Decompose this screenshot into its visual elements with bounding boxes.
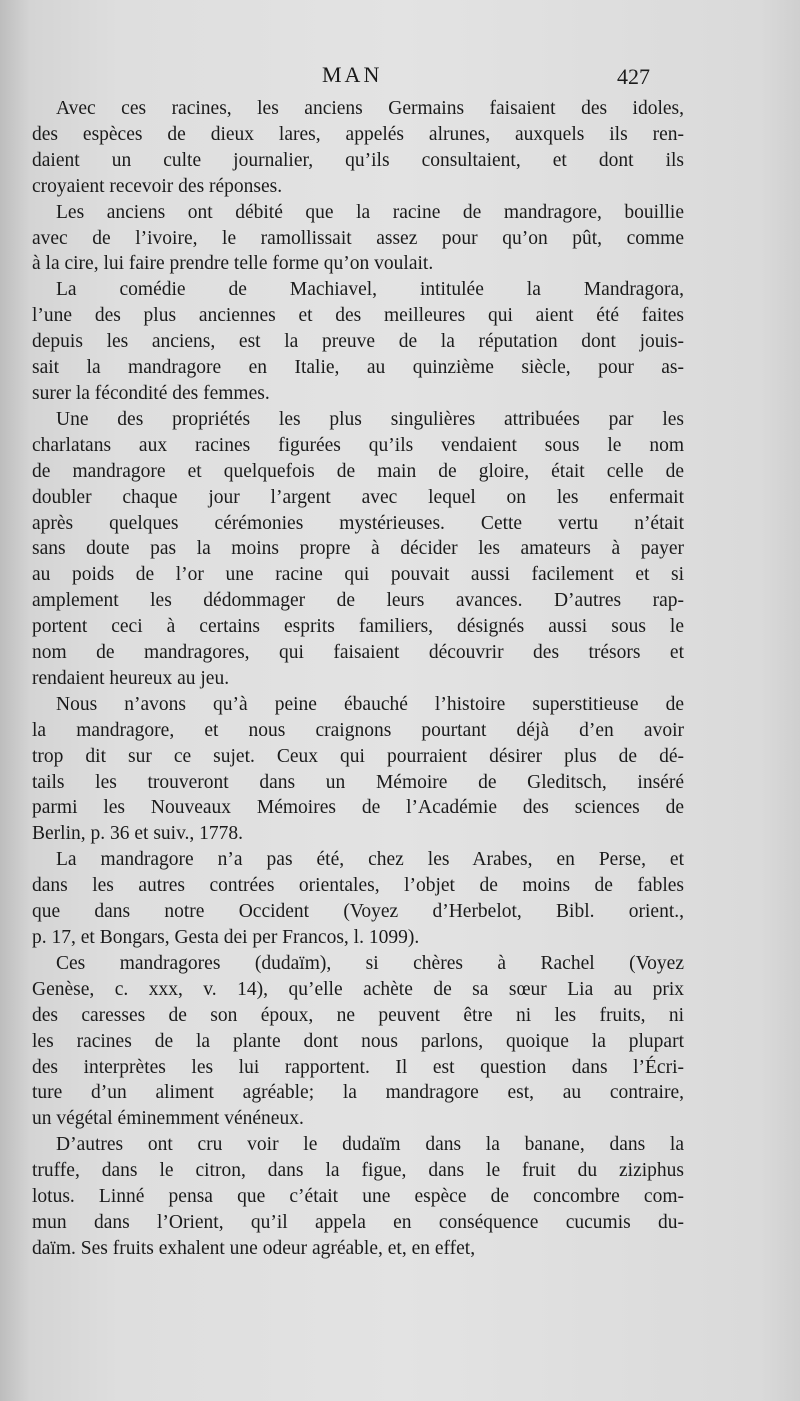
paragraph xyxy=(32,1132,684,1262)
text-line: parmi les Nouveaux Mémoires de l’Académie des sciences de xyxy=(32,797,684,819)
text-line: avec de l’ivoire, le ramollissait assez pour qu’on pût, comme xyxy=(32,227,684,249)
text-line: des espèces de dieux lares, appelés alrunes, auxquels ils ren- xyxy=(32,123,684,145)
text-line: dans les autres contrées orientales, l’objet de moins de fables xyxy=(32,875,684,897)
text-line: les racines de la plante dont nous parlons, quoique la plupart xyxy=(32,1030,684,1052)
page-number: 427 xyxy=(617,64,650,89)
text-line: amplement les dédommager de leurs avances. D’autres rap- xyxy=(32,590,684,612)
text-line: lotus. Linné pensa que c’était une espèce de concombre com- xyxy=(32,1186,684,1208)
paragraph xyxy=(32,692,684,847)
text-line: La mandragore n’a pas été, chez les Arabes, en Perse, et xyxy=(56,849,684,871)
text-line: Ces mandragores (dudaïm), si chères à Rachel (Voyez xyxy=(56,952,684,974)
paragraph xyxy=(32,277,684,407)
text-line: Les anciens ont débité que la racine de mandragore, bouillie xyxy=(56,201,684,223)
text-line: tails les trouveront dans un Mémoire de Gleditsch, inséré xyxy=(32,771,684,793)
text-line: Berlin, p. 36 et suiv., 1778. xyxy=(32,823,244,845)
body-text xyxy=(32,96,684,1262)
text-line: que dans notre Occident (Voyez d’Herbelot, Bibl. orient., xyxy=(32,901,684,923)
page-header xyxy=(0,62,800,92)
text-line: Nous n’avons qu’à peine ébauché l’histoire superstitieuse de xyxy=(56,693,684,715)
paragraph xyxy=(32,200,684,278)
text-line: sans doute pas la moins propre à décider les amateurs à payer xyxy=(32,538,684,560)
text-line: Genèse, c. xxx, v. 14), qu’elle achète de sa sœur Lia au prix xyxy=(32,978,684,1000)
text-line: la mandragore, et nous craignons pourtant déjà d’en avoir xyxy=(32,719,684,741)
text-line: ture d’un aliment agréable; la mandragore est, au contraire, xyxy=(32,1082,684,1104)
text-line: à la cire, lui faire prendre telle forme qu’on voulait. xyxy=(32,253,434,275)
text-line: Avec ces racines, les anciens Germains faisaient des idoles, xyxy=(56,98,684,119)
text-line: sait la mandragore en Italie, au quinzième siècle, pour as- xyxy=(32,357,684,379)
text-line: D’autres ont cru voir le dudaïm dans la banane, dans la xyxy=(56,1134,684,1156)
text-line: Une des propriétés les plus singulières attribuées par les xyxy=(56,408,684,430)
text-line: depuis les anciens, est la preuve de la réputation dont jouis- xyxy=(32,331,684,353)
paragraph xyxy=(32,407,684,692)
text-line: l’une des plus anciennes et des meilleures qui aient été faites xyxy=(32,305,684,327)
text-line: de mandragore et quelquefois de main de gloire, était celle de xyxy=(32,460,684,482)
text-line: au poids de l’or une racine qui pouvait aussi facilement et si xyxy=(32,564,684,586)
text-line: trop dit sur ce sujet. Ceux qui pourraient désirer plus de dé- xyxy=(32,745,684,767)
text-line: rendaient heureux au jeu. xyxy=(32,667,230,689)
text-line: La comédie de Machiavel, intitulée la Mandragora, xyxy=(56,279,684,301)
text-line: truffe, dans le citron, dans la figue, dans le fruit du ziziphus xyxy=(32,1160,684,1182)
text-line: surer la fécondité des femmes. xyxy=(32,382,270,404)
text-line: charlatans aux racines figurées qu’ils vendaient sous le nom xyxy=(32,434,684,456)
text-line: après quelques cérémonies mystérieuses. Cette vertu n’était xyxy=(32,512,684,534)
text-line: mun dans l’Orient, qu’il appela en conséquence cucumis du- xyxy=(32,1211,684,1233)
text-line: daïm. Ses fruits exhalent une odeur agréable, et, en effet, xyxy=(32,1237,476,1259)
running-title: MAN xyxy=(322,62,383,87)
paragraph xyxy=(32,847,684,951)
text-line: p. 17, et Bongars, Gesta dei per Francos, l. 1099). xyxy=(32,927,420,948)
text-line: doubler chaque jour l’argent avec lequel on les enfermait xyxy=(32,486,684,508)
text-line: des interprètes les lui rapportent. Il est question dans l’Écri- xyxy=(32,1056,684,1078)
text-line: daient un culte journalier, qu’ils consultaient, et dont ils xyxy=(32,149,684,171)
text-line: portent ceci à certains esprits familiers, désignés aussi sous le xyxy=(32,616,684,638)
paragraph xyxy=(32,96,684,200)
text-line: un végétal éminemment vénéneux. xyxy=(32,1108,304,1130)
text-line: nom de mandragores, qui faisaient découvrir des trésors et xyxy=(32,642,684,664)
text-line: des caresses de son époux, ne peuvent être ni les fruits, ni xyxy=(32,1004,684,1026)
text-line: croyaient recevoir des réponses. xyxy=(32,175,283,197)
paragraph xyxy=(32,951,684,1132)
